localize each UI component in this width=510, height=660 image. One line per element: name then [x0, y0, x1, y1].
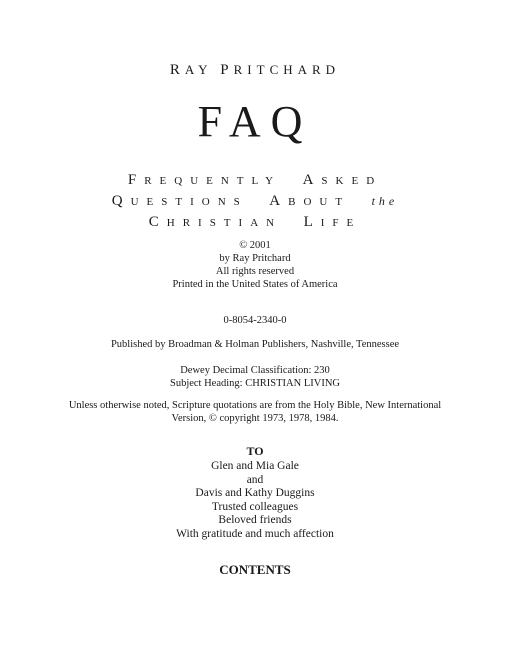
subtitle-word-initial: A: [269, 193, 289, 209]
subtitle-word-rest: HRISTIAN: [166, 217, 283, 229]
book-title: FAQ: [197, 97, 313, 146]
subtitle-line-3: [0, 212, 510, 233]
dedication-heading: TO: [246, 444, 264, 458]
printed-in: Printed in the United States of America: [172, 279, 338, 290]
dedication-line: Davis and Kathy Duggins: [195, 487, 315, 499]
subtitle-word-initial: L: [303, 214, 321, 230]
dedication-line: and: [246, 473, 264, 486]
subtitle-word-initial: Q: [111, 193, 131, 209]
subtitle-word-rest: SKED: [321, 175, 383, 187]
subtitle-word-initial: F: [127, 172, 145, 188]
dedication-block: [0, 460, 510, 541]
subtitle-word-rest: BOUT: [288, 196, 351, 208]
subtitle-word-rest: REQUENTLY: [144, 175, 282, 187]
subtitle-word-the: the: [371, 194, 399, 208]
author-last-initial: P: [220, 62, 234, 78]
rights-reserved: All rights reserved: [215, 266, 295, 277]
dewey-classification: Dewey Decimal Classification: 230: [180, 365, 330, 376]
copyright-block: [0, 239, 510, 291]
contents-heading: CONTENTS: [219, 562, 291, 577]
dedication-line: With gratitude and much affection: [176, 527, 334, 540]
subtitle-word-rest: UESTIONS: [130, 196, 248, 208]
subtitle-word-rest: IFE: [320, 217, 362, 229]
dedication-line: Beloved friends: [218, 514, 292, 526]
book-subtitle: [0, 170, 510, 233]
subtitle-line-2: [0, 191, 510, 212]
subtitle-word-initial: A: [302, 172, 322, 188]
author-name: [0, 62, 510, 79]
classification-block: [0, 364, 510, 390]
dedication-line: Glen and Mia Gale: [211, 460, 299, 472]
copyright-holder: by Ray Pritchard: [219, 253, 291, 264]
dedication-line: Trusted colleagues: [211, 500, 299, 513]
author-first-rest: AY: [184, 62, 213, 77]
scripture-note: [0, 399, 510, 425]
scripture-note-line-1: Unless otherwise noted, Scripture quotations are from the Holy Bible, New International: [68, 400, 442, 411]
subtitle-word-initial: C: [148, 214, 167, 230]
publisher-line: Published by Broadman & Holman Publishers, Nashville, Tennessee: [110, 339, 400, 350]
subject-heading: Subject Heading: CHRISTIAN LIVING: [169, 378, 340, 389]
author-first-initial: R: [169, 62, 185, 78]
author-last-rest: RITCHARD: [233, 62, 341, 77]
scripture-note-line-2: Version, © copyright 1973, 1978, 1984.: [171, 413, 339, 424]
copyright-year: © 2001: [239, 240, 271, 251]
subtitle-line-1: [0, 170, 510, 191]
isbn-number: 0-8054-2340-0: [223, 315, 287, 326]
